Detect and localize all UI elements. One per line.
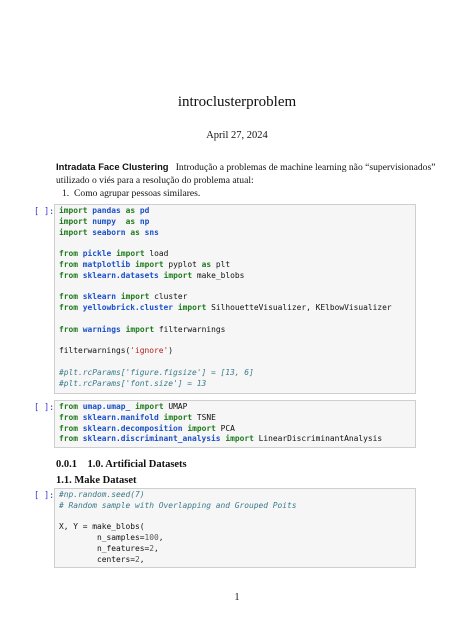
code-token: SilhouetteVisualizer, KElbowVisualizer [206,303,392,313]
intro-text: Introdução a problemas de machine learning não “supervisionados” utilizado o viés para a resolução do problema atual: [56,162,436,186]
code-token: , [154,543,159,553]
code-cell[interactable] [54,204,416,394]
code-token: filterwarnings( [59,346,131,356]
code-token: load [144,249,169,259]
code-token: , [158,533,164,543]
code-token: import [177,303,207,313]
code-token: n_features= [59,543,150,553]
code-token: as [201,259,212,269]
code-block[interactable] [55,489,415,567]
code-token: import [59,227,88,237]
code-block[interactable] [55,401,415,446]
code-line [59,413,411,424]
code-token: X, Y = make_blobs( [59,522,145,532]
code-line [59,282,411,293]
intro-heading: Intradata Face Clustering [56,161,169,172]
section-title: 1.0. Artificial Datasets [87,459,187,470]
code-token: sklearn.decomposition [82,423,183,433]
subsection-heading: 1.1. Make Dataset [56,475,137,486]
code-line [59,544,411,555]
code-token: import [116,249,145,259]
code-token: import [59,216,88,226]
code-token: ) [168,346,174,356]
code-line [59,501,411,512]
code-token: filterwarnings [154,324,226,334]
page-number: 1 [234,592,240,603]
code-token: sklearn [82,292,117,302]
code-token: #np.random.seed(7) [59,490,145,499]
code-line [59,512,411,523]
section-heading [56,459,187,470]
code-cell[interactable] [54,488,416,568]
code-token: pandas [92,206,121,215]
code-token: from [59,434,79,444]
code-token: sns [144,227,159,237]
code-token: from [59,259,79,269]
code-token: yellowbrick.cluster [82,303,174,313]
code-token: warnings [82,324,121,334]
code-token: matplotlib [82,259,131,269]
code-token: seaborn [92,227,126,237]
code-token: umap.umap_ [82,402,131,411]
code-block[interactable] [55,205,415,391]
code-token: sklearn.manifold [82,412,159,422]
code-token: cluster [149,292,188,302]
code-cell[interactable] [54,400,416,448]
code-line [59,533,411,544]
code-line [59,368,411,379]
code-line [59,206,411,217]
code-line [59,217,411,228]
code-line [59,271,411,282]
code-token: 2 [149,543,155,553]
code-token: from [59,412,79,422]
code-token: # Random sample with Overlapping and Grouped Poits [59,500,297,510]
code-token: from [59,249,79,259]
code-line [59,357,411,368]
code-token: , [139,554,145,564]
code-token: import [187,423,216,433]
code-line [59,260,411,271]
code-line [59,555,411,566]
code-token: from [59,423,79,433]
code-token: from [59,402,79,411]
code-token [116,217,126,226]
code-line [59,522,411,533]
code-line [59,424,411,435]
code-token: pyplot [163,259,202,269]
code-line [59,402,411,413]
code-token: pd [139,206,150,215]
code-token: from [59,292,79,302]
code-token: 100 [144,533,159,543]
list-number: 1. [62,188,70,199]
code-token: 2 [135,554,140,564]
code-token: import [125,324,155,334]
code-token: UMAP [163,402,188,411]
code-line [59,490,411,501]
code-token: as [130,227,140,237]
document-date: April 27, 2024 [206,130,268,141]
document-title: introclusterproblem [177,94,297,110]
section-number: 0.0.1 [56,459,77,470]
code-token: numpy [92,216,117,226]
cell-prompt: [ ]: [34,490,55,500]
code-token: make_blobs [192,270,245,280]
code-token: import [135,259,164,269]
code-line [59,314,411,325]
code-line [59,303,411,314]
code-token: import [225,434,254,444]
code-line [59,379,411,390]
code-line [59,434,411,445]
code-token: import [59,206,88,215]
code-token: #plt.rcParams['font.size'] = 13 [59,378,207,388]
code-line [59,249,411,260]
code-token: as [125,206,136,215]
code-token: import [163,270,193,280]
numbered-list [62,188,200,199]
code-token: #plt.rcParams['figure.figsize'] = [13, 6] [59,367,254,377]
code-token: plt [211,259,231,269]
code-token: TSNE [192,412,216,422]
code-token: np [139,216,150,226]
cell-prompt: [ ]: [34,206,55,216]
code-line [59,238,411,249]
intro-paragraph [56,160,436,187]
code-token: PCA [215,423,235,433]
code-line [59,292,411,303]
code-token: import [135,402,164,411]
code-token: sklearn.discriminant_analysis [82,434,221,444]
code-token: import [163,412,193,422]
code-line [59,228,411,239]
list-item: Como agrupar pessoas similares. [74,188,201,199]
code-token: from [59,270,79,280]
code-token: from [59,303,79,313]
code-token: sklearn.datasets [82,270,159,280]
cell-prompt: [ ]: [34,402,55,412]
code-token: centers= [59,554,136,564]
code-token: 'ignore' [130,346,169,356]
code-token: pickle [82,249,112,259]
code-token: LinearDiscriminantAnalysis [253,434,383,444]
code-line [59,336,411,347]
code-line [59,346,411,357]
code-token: import [120,292,150,302]
code-token: from [59,324,79,334]
code-token: n_samples= [59,533,145,543]
code-line [59,325,411,336]
code-token: as [125,216,136,226]
